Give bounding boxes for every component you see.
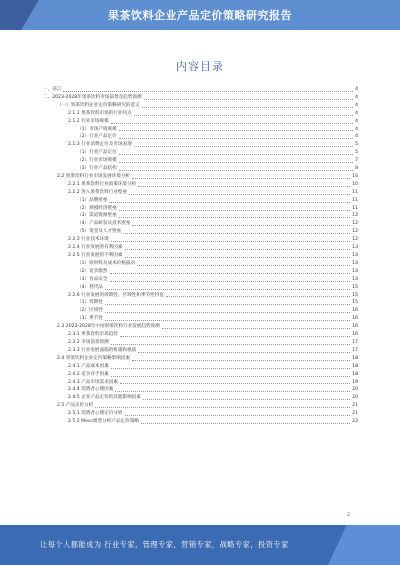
toc-entry-title: 二、2023-2028年果茶饮料市场前景及趋势预测 bbox=[43, 94, 142, 100]
toc-entry-page: 14 bbox=[352, 260, 358, 266]
toc-entry-title: （2）竞争激烈 bbox=[77, 268, 108, 274]
toc-entry[interactable] bbox=[43, 205, 358, 213]
toc-entry[interactable] bbox=[43, 339, 358, 347]
toc-entry[interactable] bbox=[43, 292, 358, 300]
toc-entry-title: （3）渠道资源壁垒 bbox=[77, 213, 117, 219]
toc-entry-page: 13 bbox=[352, 245, 358, 251]
toc-entry-page: 10 bbox=[352, 181, 358, 187]
toc-entry[interactable] bbox=[43, 284, 358, 292]
footer-decoration bbox=[328, 525, 400, 565]
toc-entry[interactable] bbox=[43, 102, 358, 110]
toc-entry-page: 20 bbox=[352, 395, 358, 401]
toc-entry-title: 2.3.3 行业发展面临的机遇和挑战 bbox=[68, 347, 137, 353]
toc-entry[interactable] bbox=[43, 386, 358, 394]
toc-leader-dots bbox=[119, 153, 353, 155]
toc-entry[interactable] bbox=[43, 173, 358, 181]
toc-entry[interactable] bbox=[43, 276, 358, 284]
toc-entry-page: 5 bbox=[355, 142, 358, 148]
toc-entry-page: 14 bbox=[352, 268, 358, 274]
toc-entry-title: 2.2.1 果茶饮料行业政策环境分析 bbox=[68, 181, 137, 187]
toc-entry[interactable] bbox=[43, 418, 358, 426]
toc-leader-dots bbox=[144, 98, 354, 100]
page-number: 2 bbox=[346, 512, 350, 518]
toc-leader-dots bbox=[119, 137, 353, 139]
toc-entry-page: 4 bbox=[355, 94, 358, 100]
toc-entry[interactable] bbox=[43, 410, 358, 418]
toc-entry-title: 一、前言 bbox=[43, 86, 62, 92]
toc-entry-page: 4 bbox=[355, 102, 358, 108]
toc-leader-dots bbox=[141, 422, 350, 424]
toc-entry-page: 12 bbox=[352, 213, 358, 219]
toc-leader-dots bbox=[120, 382, 350, 384]
toc-entry-page: 14 bbox=[352, 276, 358, 282]
toc-leader-dots bbox=[134, 114, 353, 116]
toc-entry[interactable] bbox=[43, 323, 358, 331]
toc-entry-page: 5 bbox=[355, 150, 358, 156]
toc-entry[interactable] bbox=[43, 355, 358, 363]
toc-entry-title: 2.4.4 消费者心理因素 bbox=[68, 387, 114, 393]
toc-entry-title: 2.2.5 行业发展的不利因素 bbox=[68, 253, 123, 259]
toc-entry[interactable] bbox=[43, 363, 358, 371]
toc-entry-title: （4）替代品 bbox=[77, 284, 103, 290]
toc-entry-page: 4 bbox=[355, 134, 358, 140]
toc-entry-title: 2.2.4 行业发展的有利因素 bbox=[68, 245, 123, 251]
toc-entry-page: 4 bbox=[355, 126, 358, 132]
toc-entry[interactable] bbox=[43, 149, 358, 157]
toc-entry-title: 2.4.3 产品市场需求因素 bbox=[68, 379, 118, 385]
toc-entry[interactable] bbox=[43, 133, 358, 141]
toc-leader-dots bbox=[111, 375, 350, 377]
toc-leader-dots bbox=[110, 280, 351, 282]
toc-entry[interactable] bbox=[43, 307, 358, 315]
toc-leader-dots bbox=[123, 232, 350, 234]
toc-leader-dots bbox=[63, 90, 353, 92]
toc-entry-title: 2.4.1 产品成本因素 bbox=[68, 363, 109, 369]
toc-entry-title: 2.5 产品定价分析 bbox=[57, 403, 94, 409]
toc-leader-dots bbox=[125, 414, 351, 416]
toc-leader-dots bbox=[110, 201, 351, 203]
toc-entry-page: 4 bbox=[355, 86, 358, 92]
header-bar bbox=[0, 0, 400, 30]
toc-leader-dots bbox=[119, 129, 353, 131]
toc-entry-page: 4 bbox=[355, 118, 358, 124]
toc-entry-page: 15 bbox=[352, 300, 358, 306]
toc-entry-page: 18 bbox=[352, 355, 358, 361]
toc-entry-page: 4 bbox=[355, 110, 358, 116]
toc-entry-page: 21 bbox=[352, 411, 358, 417]
toc-entry-title: 2.5.1 消费者心理定价分析 bbox=[68, 411, 123, 417]
toc-entry-page: 18 bbox=[352, 371, 358, 377]
toc-entry[interactable] bbox=[43, 244, 358, 252]
toc-entry[interactable] bbox=[43, 157, 358, 165]
toc-entry-page: 22 bbox=[352, 419, 358, 425]
toc-entry-title: 2.1.3 行业消费定位及市场表现 bbox=[68, 142, 132, 148]
toc-leader-dots bbox=[125, 256, 351, 258]
toc-entry-title: （4）产品研发及技术壁垒 bbox=[77, 221, 131, 227]
toc-entry[interactable] bbox=[43, 315, 358, 323]
toc-entry[interactable] bbox=[43, 141, 358, 149]
toc-entry-title: （1）品牌壁垒 bbox=[77, 197, 108, 203]
toc-entry-page: 12 bbox=[352, 229, 358, 235]
toc-leader-dots bbox=[162, 327, 350, 329]
toc-leader-dots bbox=[111, 367, 350, 369]
toc-leader-dots bbox=[95, 406, 350, 408]
toc-leader-dots bbox=[142, 106, 353, 108]
toc-entry[interactable] bbox=[43, 126, 358, 134]
toc-entry-page: 19 bbox=[352, 379, 358, 385]
toc-entry-page: 18 bbox=[352, 363, 358, 369]
toc-entry-title: 2.4.2 竞争对手因素 bbox=[68, 371, 109, 377]
toc-entry-page: 20 bbox=[352, 387, 358, 393]
toc-entry-title: （2）区域性 bbox=[77, 308, 103, 314]
toc-entry-page: 17 bbox=[352, 339, 358, 345]
toc-entry-page: 12 bbox=[352, 237, 358, 243]
toc-entry[interactable] bbox=[43, 299, 358, 307]
toc-entry-title: （3）行业产品结构 bbox=[77, 166, 117, 172]
toc-leader-dots bbox=[105, 288, 350, 290]
toc-entry-page: 16 bbox=[352, 324, 358, 330]
toc-entry-page: 11 bbox=[352, 197, 358, 203]
toc-entry-page: 10 bbox=[352, 173, 358, 179]
toc-entry[interactable] bbox=[43, 94, 358, 102]
toc-entry-page: 11 bbox=[352, 189, 358, 195]
toc-leader-dots bbox=[138, 185, 350, 187]
toc-leader-dots bbox=[111, 122, 353, 124]
toc-entry-title: （1）周期性 bbox=[77, 300, 103, 306]
toc-entry[interactable] bbox=[43, 379, 358, 387]
toc-entry[interactable] bbox=[43, 268, 358, 276]
toc-entry-title: （2）行业市场规模 bbox=[77, 158, 117, 164]
toc-entry-title: 2.3.1 果茶饮料市场趋势 bbox=[68, 332, 118, 338]
toc-entry-title: 2.1.2 行业市场规模 bbox=[68, 118, 109, 124]
toc-entry[interactable] bbox=[43, 110, 358, 118]
toc-leader-dots bbox=[132, 359, 350, 361]
toc-leader-dots bbox=[138, 351, 350, 353]
toc-entry[interactable] bbox=[43, 260, 358, 268]
toc-leader-dots bbox=[105, 319, 350, 321]
toc-entry-title: （1）行业产品定位 bbox=[77, 150, 117, 156]
toc-leader-dots bbox=[166, 295, 350, 297]
toc-entry-title: （1）市场产销规模 bbox=[77, 126, 117, 132]
toc-entry-page: 11 bbox=[352, 205, 358, 211]
toc-leader-dots bbox=[111, 240, 350, 242]
toc-entry[interactable] bbox=[43, 252, 358, 260]
toc-leader-dots bbox=[119, 209, 350, 211]
toc-entry-page: 12 bbox=[352, 221, 358, 227]
toc-heading: 内容目录 bbox=[176, 60, 224, 73]
toc-entry-page: 15 bbox=[352, 284, 358, 290]
toc-entry[interactable] bbox=[43, 197, 358, 205]
toc-entry[interactable] bbox=[43, 189, 358, 197]
toc-entry[interactable] bbox=[43, 394, 358, 402]
toc-entry-title: 2.2 果茶饮料行业市场发展环境分析 bbox=[57, 173, 131, 179]
toc-leader-dots bbox=[143, 398, 350, 400]
toc-entry-page: 16 bbox=[352, 332, 358, 338]
toc-leader-dots bbox=[111, 343, 350, 345]
toc-leader-dots bbox=[119, 161, 353, 163]
toc-entry[interactable] bbox=[43, 236, 358, 244]
document-title: 果茶饮料企业产品定价策略研究报告 bbox=[108, 9, 292, 22]
toc-leader-dots bbox=[132, 177, 350, 179]
toc-leader-dots bbox=[119, 216, 350, 218]
toc-entry-page: 21 bbox=[352, 403, 358, 409]
footer-slogan: 让每个人都能成为 行业专家，管理专家，营销专家，战略专家，投资专家 bbox=[40, 540, 289, 549]
toc-entry-page: 17 bbox=[352, 347, 358, 353]
toc-entry[interactable] bbox=[43, 371, 358, 379]
toc-entry-page: 8 bbox=[355, 166, 358, 172]
toc-entry-page: 16 bbox=[352, 316, 358, 322]
toc-entry-title: （2）行业产品定位 bbox=[77, 134, 117, 140]
toc-entry[interactable] bbox=[43, 86, 358, 94]
toc-entry-page: 14 bbox=[352, 253, 358, 259]
toc-entry[interactable] bbox=[43, 181, 358, 189]
toc-entry[interactable] bbox=[43, 228, 358, 236]
toc-entry[interactable] bbox=[43, 331, 358, 339]
toc-entry-title: （3）季节性 bbox=[77, 316, 103, 322]
toc-leader-dots bbox=[129, 193, 350, 195]
table-of-contents bbox=[43, 86, 358, 426]
toc-entry-title: （2）规模经济壁垒 bbox=[77, 205, 117, 211]
toc-entry[interactable] bbox=[43, 118, 358, 126]
toc-leader-dots bbox=[115, 390, 350, 392]
toc-entry-title: （3）食品安全 bbox=[77, 276, 108, 282]
toc-leader-dots bbox=[119, 169, 353, 171]
footer-bar bbox=[0, 525, 400, 565]
toc-entry-title: 2.5.2 Mecc模型分析产品定价策略 bbox=[68, 419, 139, 425]
toc-entry-page: 7 bbox=[355, 158, 358, 164]
toc-leader-dots bbox=[105, 311, 350, 313]
toc-entry-title: 2.1.1 果茶饮料市场的行业特点 bbox=[68, 110, 132, 116]
toc-entry[interactable] bbox=[43, 347, 358, 355]
toc-entry[interactable] bbox=[43, 213, 358, 221]
toc-entry-title: （一）果茶饮料企业定价策略研究的意义 bbox=[57, 102, 140, 108]
toc-entry-title: 2.4.5 企业产品定价的其他影响因素 bbox=[68, 395, 141, 401]
toc-entry-title: 2.2.2 进入果茶饮料行业壁垒 bbox=[68, 189, 128, 195]
toc-leader-dots bbox=[132, 224, 350, 226]
toc-entry-page: 15 bbox=[352, 292, 358, 298]
toc-entry-title: 2.2.6 行业发展的周期性、区域性和季节性特征 bbox=[68, 292, 164, 298]
toc-entry-title: 2.2.3 行业技术环境 bbox=[68, 237, 109, 243]
toc-entry[interactable] bbox=[43, 220, 358, 228]
toc-entry-title: 2.3 2023-2028年中国果茶饮料行业发展趋势预测 bbox=[57, 324, 160, 330]
toc-entry-title: 2.4 果茶饮料企业定价策略影响因素 bbox=[57, 355, 131, 361]
toc-leader-dots bbox=[137, 264, 350, 266]
toc-entry[interactable] bbox=[43, 402, 358, 410]
toc-leader-dots bbox=[105, 303, 350, 305]
toc-entry-page: 16 bbox=[352, 308, 358, 314]
toc-entry[interactable] bbox=[43, 165, 358, 173]
toc-leader-dots bbox=[125, 248, 351, 250]
toc-leader-dots bbox=[110, 272, 351, 274]
toc-entry-title: （1）原材料及成本价格波动 bbox=[77, 260, 136, 266]
toc-entry-title: 2.3.2 市场前景预测 bbox=[68, 339, 109, 345]
toc-leader-dots bbox=[134, 145, 353, 147]
toc-entry-title: （5）资金及人才壁垒 bbox=[77, 229, 122, 235]
toc-leader-dots bbox=[120, 335, 350, 337]
